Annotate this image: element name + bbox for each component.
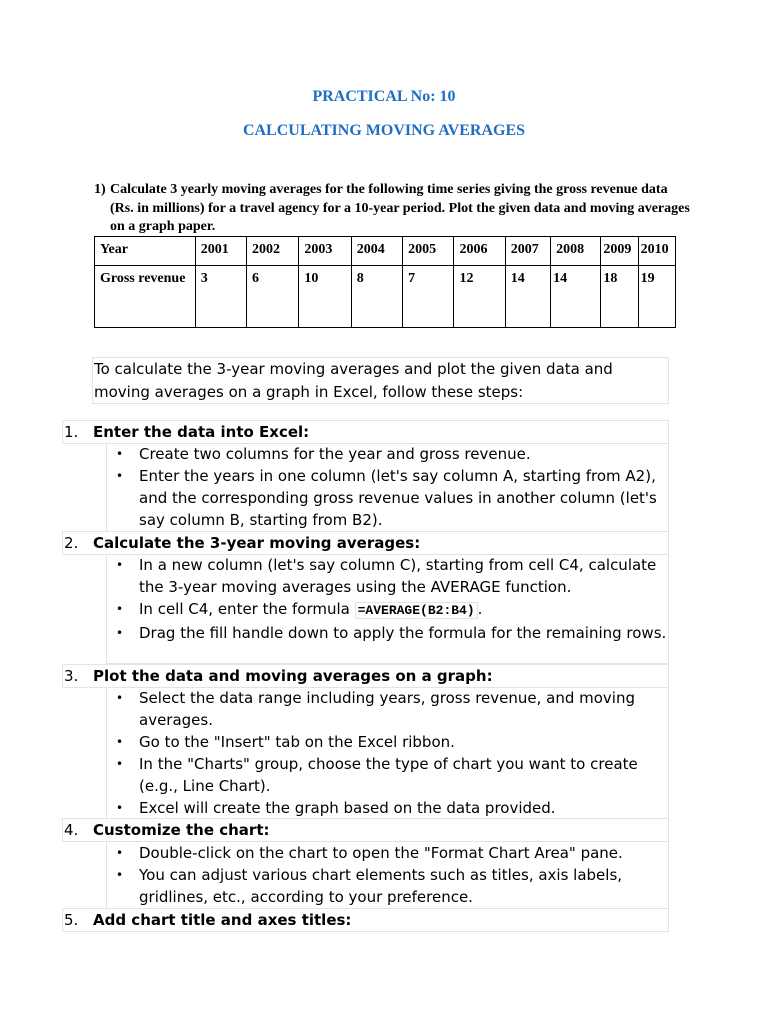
table-cell: 2002 [247, 237, 299, 266]
step-1-heading [64, 421, 309, 443]
table-cell: 3 [195, 266, 246, 328]
table-cell: 2008 [551, 237, 601, 266]
step-2-list [108, 554, 668, 644]
step-title: Customize the chart: [93, 821, 270, 839]
bullet-icon: • [116, 602, 124, 616]
table-cell: 7 [403, 266, 454, 328]
list-item [108, 622, 668, 644]
list-item-text: Enter the years in one column (let's say column A, starting from A2), and the corresponding gross revenue values in another column (let's say column B, starting from B2). [139, 467, 657, 529]
list-item [108, 753, 668, 797]
practical-title: PRACTICAL No: 10 [312, 88, 456, 105]
list-item-text: In cell C4, enter the formula [139, 600, 350, 618]
table-cell: 2007 [505, 237, 550, 266]
list-item [108, 842, 668, 864]
list-item-text: Go to the "Insert" tab on the Excel ribbon. [139, 733, 455, 751]
list-item [108, 797, 668, 819]
step-number: 3. [64, 667, 79, 685]
step-1-list [108, 443, 668, 531]
list-item-text: Create two columns for the year and gross revenue. [139, 445, 531, 463]
bullet-icon: • [116, 735, 124, 749]
step-2-heading [64, 532, 420, 554]
list-item [108, 465, 668, 531]
bullet-icon: • [116, 846, 124, 860]
table-cell: 6 [247, 266, 299, 328]
formula-code: =AVERAGE(B2:B4) [355, 602, 478, 619]
question-text: Calculate 3 yearly moving averages for the following time series giving the gross revenue data (Rs. in millions) for a travel agency for a 10-year period. Plot the given data and moving averages on a graph paper. [110, 182, 690, 234]
list-item-text: You can adjust various chart elements such as titles, axis labels, gridlines, etc., according to your preference. [139, 866, 623, 906]
step-title: Add chart title and axes titles: [93, 911, 352, 929]
table-row [95, 266, 676, 328]
list-item-text: In a new column (let's say column C), starting from cell C4, calculate the 3-year moving averages using the AVERAGE function. [139, 556, 657, 596]
bullet-icon: • [116, 801, 124, 815]
list-item-text: Excel will create the graph based on the data provided. [139, 799, 556, 817]
step-5-heading [64, 909, 351, 931]
table-cell: 12 [454, 266, 505, 328]
step-number: 1. [64, 423, 79, 441]
bullet-icon: • [116, 868, 124, 882]
table-cell: 2010 [638, 237, 675, 266]
table-cell: 14 [505, 266, 550, 328]
table-cell: 8 [351, 266, 402, 328]
table-cell: 14 [551, 266, 601, 328]
question-number: 1) [94, 182, 106, 197]
table-cell: 2009 [601, 237, 638, 266]
list-item-text: In the "Charts" group, choose the type of chart you want to create (e.g., Line Chart). [139, 755, 638, 795]
bullet-icon: • [116, 757, 124, 771]
bullet-icon: • [116, 691, 124, 705]
step-title: Plot the data and moving averages on a graph: [93, 667, 493, 685]
intro-paragraph: To calculate the 3-year moving averages and plot the given data and moving averages on a graph in Excel, follow these steps: [94, 360, 613, 401]
bullet-icon: • [116, 626, 124, 640]
table-cell: 2004 [351, 237, 402, 266]
step-title: Enter the data into Excel: [93, 423, 310, 441]
step-4-heading [64, 819, 270, 841]
step-4-list [108, 842, 668, 908]
list-item [108, 443, 668, 465]
table-cell: 2006 [454, 237, 505, 266]
step-number: 4. [64, 821, 79, 839]
list-item [108, 864, 668, 908]
bullet-icon: • [116, 558, 124, 572]
table-cell: Year [95, 237, 196, 266]
list-item-text: Drag the fill handle down to apply the formula for the remaining rows. [139, 624, 667, 642]
list-item [108, 598, 668, 622]
list-item-text: Select the data range including years, gross revenue, and moving averages. [139, 689, 635, 729]
table-cell: 10 [299, 266, 351, 328]
step-3-heading [64, 665, 493, 687]
bullet-icon: • [116, 469, 124, 483]
table-cell: Gross revenue [95, 266, 196, 328]
revenue-table [94, 236, 676, 328]
topic-title: CALCULATING MOVING AVERAGES [242, 122, 526, 139]
step-3-list [108, 687, 668, 819]
table-cell: 2003 [299, 237, 351, 266]
list-item [108, 731, 668, 753]
table-cell: 2005 [403, 237, 454, 266]
list-item [108, 554, 668, 598]
question [94, 181, 694, 237]
step-title: Calculate the 3-year moving averages: [93, 534, 421, 552]
step-number: 5. [64, 911, 79, 929]
table-cell: 2001 [195, 237, 246, 266]
formula-suffix: . [477, 600, 483, 618]
list-item-text: Double-click on the chart to open the "Format Chart Area" pane. [139, 844, 623, 862]
table-cell: 19 [638, 266, 675, 328]
list-item [108, 687, 668, 731]
step-number: 2. [64, 534, 79, 552]
table-cell: 18 [601, 266, 638, 328]
table-row [95, 237, 676, 266]
bullet-icon: • [116, 447, 124, 461]
